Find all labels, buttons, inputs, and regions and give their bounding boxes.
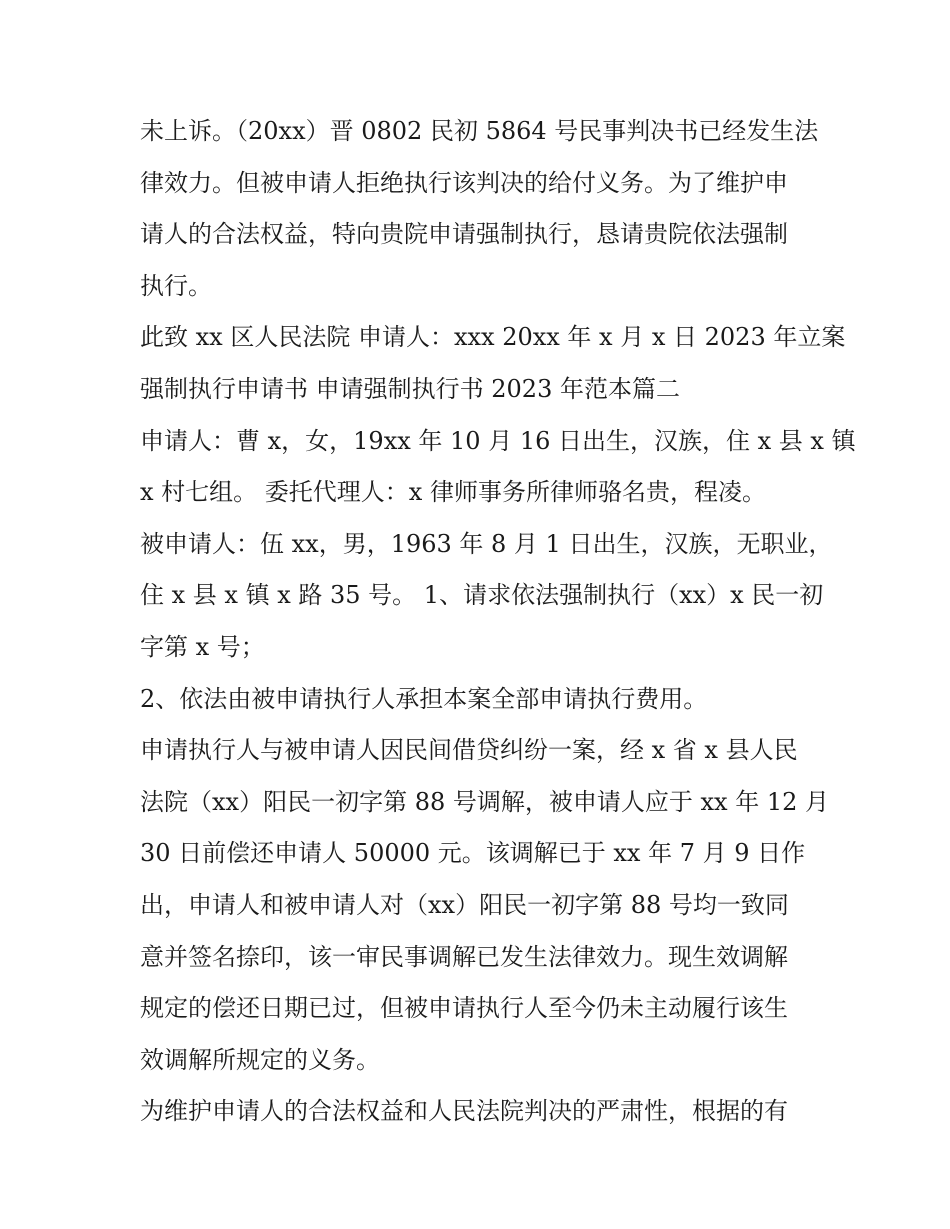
paragraph-applicant <box>140 416 856 519</box>
text-line: 申请执行人与被申请人因民间借贷纠纷一案，经 x 省 x 县人民 <box>140 736 798 765</box>
paragraph-respondent <box>140 519 833 674</box>
text-line: 意并签名捺印，该一审民事调解已发生法律效力。现生效调解 <box>140 942 788 971</box>
text-line: 申请人：曹 x，女，19xx 年 10 月 16 日出生，汉族，住 x 县 x 镇 <box>140 426 856 455</box>
text-line: x 村七组。 委托代理人：x 律师事务所律师骆名贵，程凌。 <box>140 478 766 507</box>
text-line: 30 日前偿还申请人 50000 元。该调解已于 xx 年 7 月 9 日作 <box>140 839 806 868</box>
text-line: 请人的合法权益，特向贵院申请强制执行，恳请贵院依法强制 <box>140 220 788 249</box>
text-line: 住 x 县 x 镇 x 路 35 号。 1、请求依法强制执行（xx）x 民一初 <box>140 581 824 610</box>
paragraph-legal-basis <box>140 1086 820 1138</box>
document-body <box>140 106 856 1138</box>
text-line: 未上诉。（20xx）晋 0802 民初 5864 号民事判决书已经发生法 <box>140 117 819 145</box>
paragraph-request-2 <box>140 674 820 726</box>
text-line: 被申请人：伍 xx，男，1963 年 8 月 1 日出生，汉族，无职业， <box>140 529 833 558</box>
text-line: 字第 x 号； <box>140 632 265 661</box>
text-line: 此致 xx 区人民法院 申请人：xxx 20xx 年 x 月 x 日 2023 年立案 <box>140 323 846 352</box>
text-line: 2、依法由被申请执行人承担本案全部申请执行费用。 <box>140 684 708 713</box>
text-line: 执行。 <box>140 271 212 300</box>
text-line: 出，申请人和被申请人对（xx）阳民一初字第 88 号均一致同 <box>140 890 789 919</box>
text-line: 法院（xx）阳民一初字第 88 号调解，被申请人应于 xx 年 12 月 <box>140 787 829 816</box>
paragraph-judgment-effective <box>140 106 820 312</box>
text-line: 为维护申请人的合法权益和人民法院判决的严肃性，根据的有 <box>140 1097 788 1126</box>
text-line: 律效力。但被申请人拒绝执行该判决的给付义务。为了维护申 <box>140 168 788 197</box>
text-line: 效调解所规定的义务。 <box>140 1045 380 1074</box>
text-line: 规定的偿还日期已过，但被申请执行人至今仍未主动履行该生 <box>140 994 788 1023</box>
paragraph-closing-salutation <box>140 312 846 415</box>
paragraph-facts <box>140 725 829 1086</box>
text-line: 强制执行申请书 申请强制执行书 2023 年范本篇二 <box>140 374 680 403</box>
